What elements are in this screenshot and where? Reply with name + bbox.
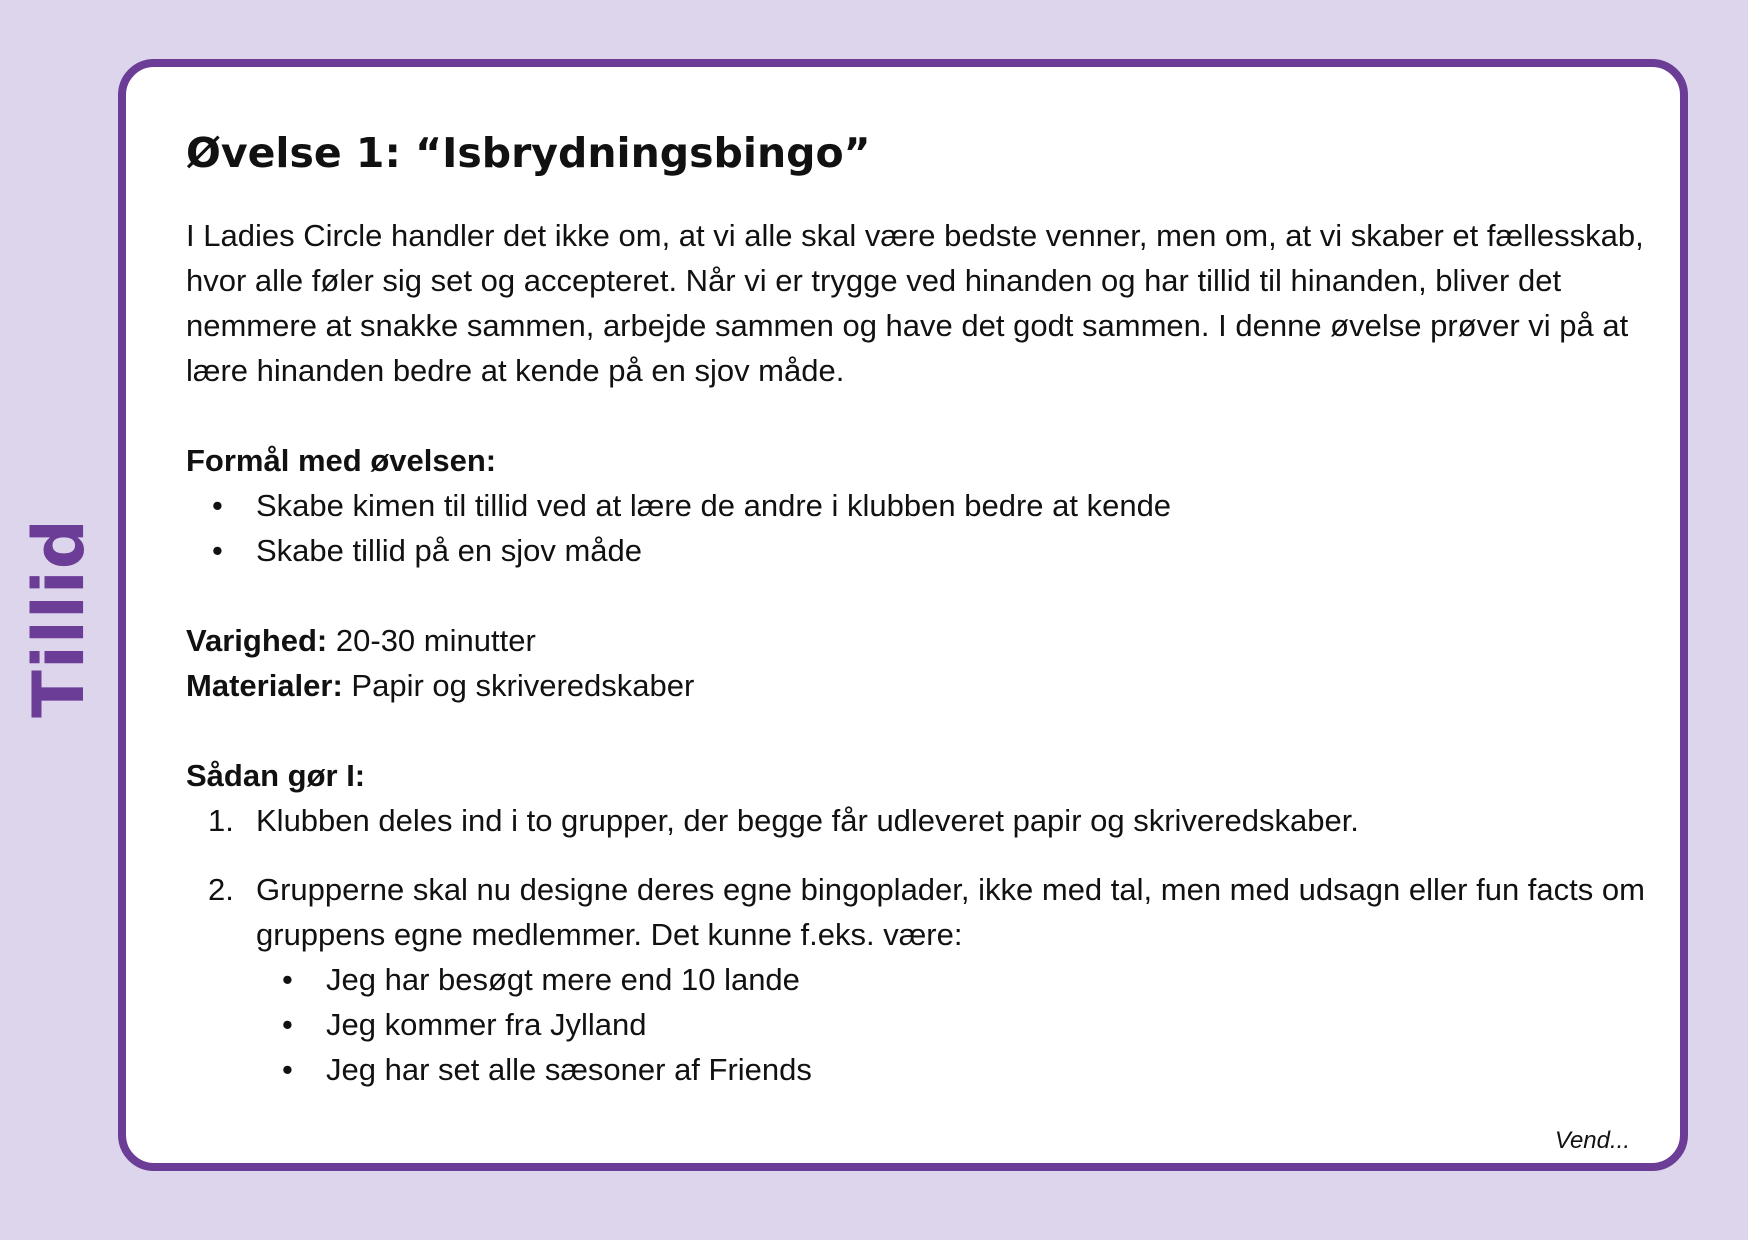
step-text: Klubben deles ind i to grupper, der begge får udleveret papir og skriveredskaber. bbox=[256, 803, 1359, 838]
page-title: Øvelse 1: “Isbrydningsbingo” bbox=[186, 129, 871, 177]
purpose-heading: Formål med øvelsen: bbox=[186, 443, 497, 478]
materials-line bbox=[186, 663, 1646, 708]
card-content bbox=[186, 123, 1646, 1092]
step-text: Grupperne skal nu designe deres egne bingoplader, ikke med tal, men med udsagn eller fun facts om gruppens egne medlemmer. Det kunne f.eks. være: bbox=[256, 872, 1645, 952]
example-list bbox=[256, 957, 1646, 1092]
purpose-item: • Skabe kimen til tillid ved at lære de andre i klubben bedre at kende bbox=[186, 483, 1646, 528]
duration-label: Varighed: bbox=[186, 623, 328, 658]
duration-line bbox=[186, 618, 1646, 663]
purpose-list bbox=[186, 483, 1646, 573]
side-label bbox=[0, 0, 118, 1240]
exercise-card bbox=[118, 59, 1688, 1171]
example-item: • Jeg kommer fra Jylland bbox=[256, 1002, 1646, 1047]
steps-list bbox=[186, 798, 1646, 1092]
howto-heading: Sådan gør I: bbox=[186, 758, 366, 793]
materials-label: Materialer: bbox=[186, 668, 343, 703]
materials-value: Papir og skriveredskaber bbox=[351, 668, 695, 703]
side-label-text: Tillid bbox=[18, 518, 100, 718]
step-number: 1. bbox=[208, 803, 234, 838]
intro-paragraph: I Ladies Circle handler det ikke om, at vi alle skal være bedste venner, men om, at vi skaber et fællesskab, hvor alle føler sig set og accepteret. Når vi er trygge ved hinanden og har tillid til hinanden, bliver det nemmere at snakke sammen, arbejde sammen og have det godt sammen. I denne øvelse prøver vi på at lære hinanden bedre at kende på en sjov måde. bbox=[186, 218, 1644, 388]
step-item bbox=[186, 798, 1646, 843]
example-item: • Jeg har besøgt mere end 10 lande bbox=[256, 957, 1646, 1002]
duration-value: 20-30 minutter bbox=[335, 623, 536, 658]
step-number: 2. bbox=[208, 872, 234, 907]
step-item bbox=[186, 867, 1646, 1092]
purpose-item: • Skabe tillid på en sjov måde bbox=[186, 528, 1646, 573]
turn-over-note: Vend... bbox=[1554, 1127, 1630, 1154]
example-item: • Jeg har set alle sæsoner af Friends bbox=[256, 1047, 1646, 1092]
